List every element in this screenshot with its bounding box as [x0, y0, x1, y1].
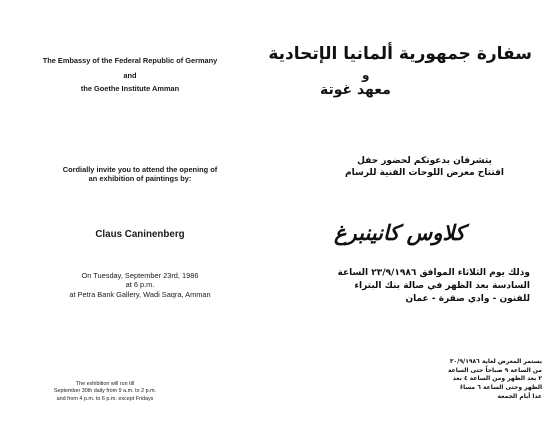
invitation-text-en [20, 166, 260, 183]
conjunction-ar: و [362, 68, 370, 82]
opening-venue: at Petra Bank Gallery, Wadi Saqra, Amman [69, 289, 211, 299]
invitation-line-1: Cordially invite you to attend the opening of [62, 165, 218, 174]
opening-details-ar [338, 267, 530, 306]
goethe-institute-en: the Goethe Institute Amman [80, 84, 180, 93]
invitation-line-1-ar: يتشرفان بدعوتكم لحضور حفل [357, 156, 492, 166]
goethe-institute-ar: معهد غوتة [320, 82, 391, 98]
exhibition-run-en [10, 381, 200, 403]
invitation-text-ar [345, 155, 504, 179]
opening-time: at 6 p.m. [125, 280, 155, 290]
run-line-2-ar: من الساعة ٩ صباحاً حتى الساعة [448, 366, 542, 374]
opening-details-en [20, 271, 260, 299]
opening-line-3-ar: للفنون - وادي صقرة - عمان [405, 294, 530, 305]
run-line-1: The exhibition will run till [75, 381, 135, 387]
run-line-2: September 30th daily from 9 a.m. to 2 p.m. [53, 388, 157, 395]
opening-line-1-ar: وذلك يوم الثلاثاء الموافق ٢٣/٩/١٩٨٦ الساعة [337, 268, 530, 278]
run-line-3: and from 4 p.m. to 6 p.m. except Fridays [56, 395, 154, 402]
run-line-3-ar: ٢ بعد الظهر ومن الساعة ٤ بعد [452, 375, 542, 383]
conjunction-en: and [123, 71, 137, 80]
run-line-1-ar: يستمر المعرض لغاية ٣٠/٩/١٩٨٦ [449, 358, 542, 365]
artist-name-ar: كلاوس كانينبرغ [334, 221, 465, 245]
run-line-4-ar: الظهر وحتى الساعة ٦ مساءً [460, 384, 542, 392]
opening-line-2-ar: السادسة بعد الظهر في صالة بنك البتراء [354, 281, 530, 292]
exhibition-run-ar [448, 358, 542, 401]
invitation-line-2-ar: افتتاح معرض اللوحات الفنية للرسام [345, 168, 504, 179]
embassy-name-ar: سفارة جمهورية ألمانيا الإتحادية [268, 44, 532, 64]
embassy-name-en: The Embassy of the Federal Republic of Germany [42, 56, 218, 65]
run-line-5-ar: عدا أيام الجمعة [497, 392, 542, 400]
opening-date: On Tuesday, September 23rd, 1986 [81, 271, 199, 280]
artist-name-en: Claus Caninenberg [95, 229, 185, 240]
invitation-line-2: an exhibition of paintings by: [88, 173, 192, 183]
